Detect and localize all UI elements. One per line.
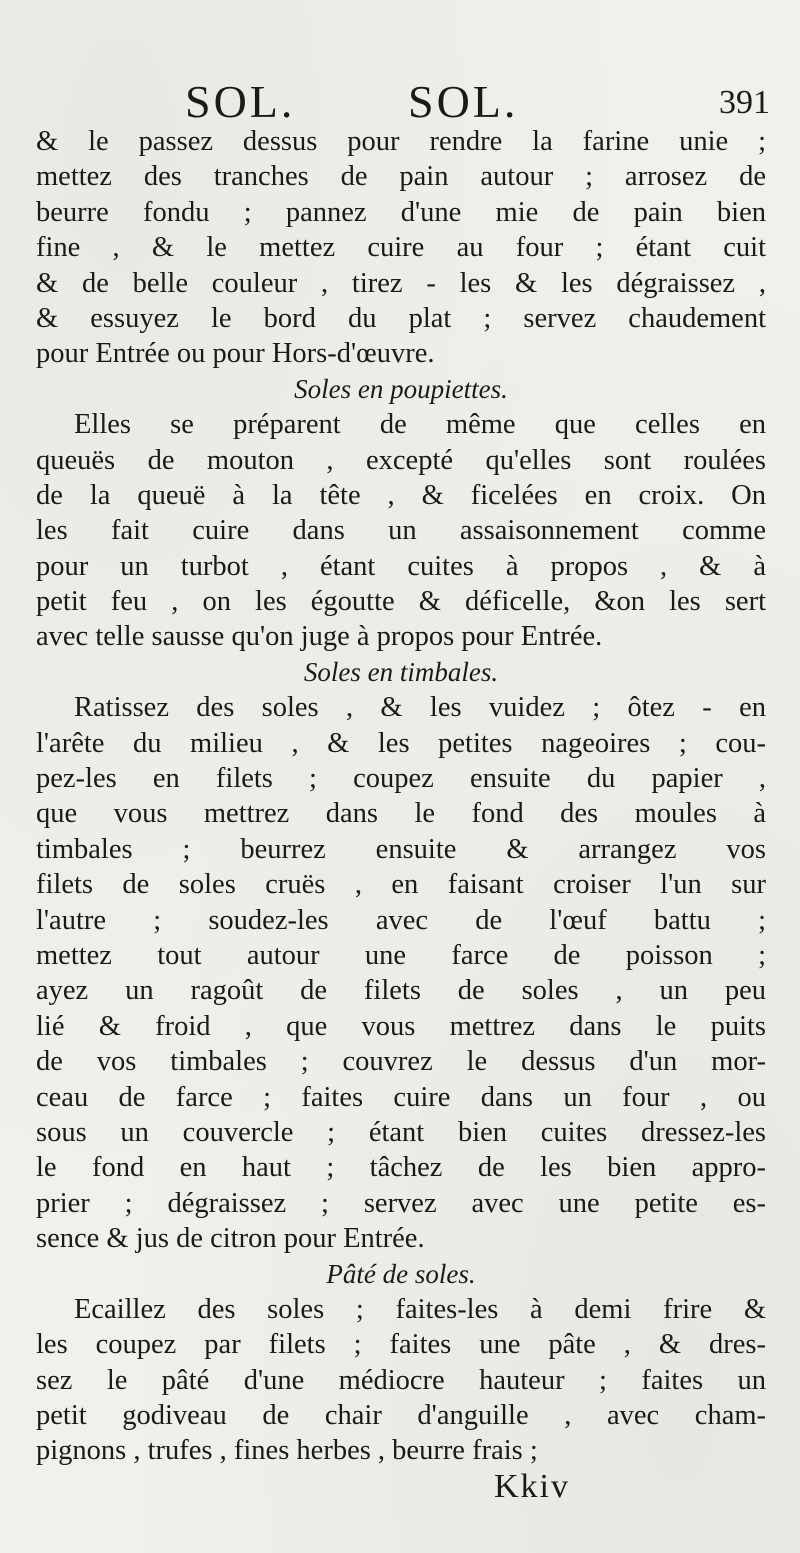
section-heading: Pâté de soles. — [326, 1258, 476, 1289]
text-line: petit feu , on les égoutte & déficelle, &on les sert — [36, 586, 766, 618]
text-line: pour Entrée ou pour Hors-d'œuvre. — [36, 338, 435, 370]
text-line: les coupez par filets ; faites une pâte , & dres- — [36, 1329, 766, 1361]
running-head-left: SOL. — [185, 76, 296, 127]
text-line: beurre fondu ; pannez d'une mie de pain bien — [36, 196, 766, 228]
text-line: & essuyez le bord du plat ; servez chaudement — [36, 302, 766, 334]
text-line: filets de soles cruës , en faisant croiser l'un sur — [36, 869, 766, 901]
text-line: sence & jus de citron pour Entrée. — [36, 1223, 425, 1255]
text-line: Ecaillez des soles ; faites-les à demi frire & — [74, 1293, 766, 1325]
running-head — [0, 72, 800, 132]
text-line: petit godiveau de chair d'anguille , avec cham- — [36, 1400, 766, 1432]
text-line: lié & froid , que vous mettrez dans le puits — [36, 1010, 766, 1042]
text-line: queuës de mouton , excepté qu'elles sont roulées — [36, 444, 766, 476]
text-line: Elles se préparent de même que celles en — [74, 409, 766, 441]
text-line: pez-les en filets ; coupez ensuite du papier , — [36, 763, 766, 795]
section-heading: Soles en timbales. — [303, 656, 499, 687]
text-line: l'arête du milieu , & les petites nageoires ; cou- — [36, 727, 766, 759]
text-line: le fond en haut ; tâchez de les bien appro- — [36, 1152, 766, 1184]
text-line: Ratissez des soles , & les vuidez ; ôtez - en — [74, 692, 766, 724]
page-number: 391 — [719, 84, 770, 121]
text-line: mettez des tranches de pain autour ; arrosez de — [36, 161, 766, 193]
signature-mark: Kkiv — [494, 1468, 570, 1505]
text-body — [36, 124, 766, 1469]
text-line: sez le pâté d'une médiocre hauteur ; faites un — [36, 1364, 766, 1396]
text-line: fine , & le mettez cuire au four ; étant cuit — [36, 232, 766, 264]
text-line: timbales ; beurrez ensuite & arrangez vos — [36, 833, 766, 865]
text-line: ceau de farce ; faites cuire dans un four , ou — [36, 1081, 766, 1113]
text-line: mettez tout autour une farce de poisson ; — [36, 939, 766, 971]
text-line: pour un turbot , étant cuites à propos , & à — [36, 550, 766, 582]
text-line: & de belle couleur , tirez - les & les dégraissez , — [36, 267, 766, 299]
text-line: que vous mettrez dans le fond des moules à — [36, 798, 766, 830]
text-line: avec telle sausse qu'on juge à propos pour Entrée. — [36, 621, 603, 653]
section-heading: Soles en poupiettes. — [294, 373, 508, 404]
text-line: les fait cuire dans un assaisonnement comme — [36, 515, 766, 547]
text-line: prier ; dégraissez ; servez avec une petite es- — [36, 1187, 766, 1219]
text-line: pignons , trufes , fines herbes , beurre frais ; — [36, 1435, 538, 1467]
text-line: sous un couvercle ; étant bien cuites dressez-les — [36, 1116, 766, 1148]
text-line: l'autre ; soudez-les avec de l'œuf battu ; — [36, 904, 766, 936]
text-line: & le passez dessus pour rendre la farine unie ; — [36, 126, 766, 157]
text-line: de vos timbales ; couvrez le dessus d'un mor- — [36, 1046, 766, 1078]
text-line: de la queuë à la tête , & ficelées en croix. On — [36, 479, 766, 511]
text-line: ayez un ragoût de filets de soles , un peu — [36, 975, 766, 1007]
running-head-right: SOL. — [408, 76, 519, 127]
